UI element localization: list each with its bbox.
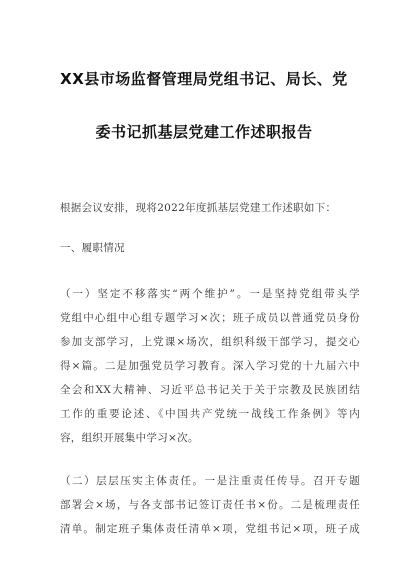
- paragraph-1-line: 工作的重要论述、《中国共产党统一战线工作条例》等内: [60, 408, 360, 420]
- paragraph-1-line: 得×篇。二是加强党员学习教育。深入学习党的十九届六中: [60, 360, 360, 372]
- paragraph-2-line: 部署会×场，与各支部书记签订责任书×份。二是梳理责任: [60, 499, 360, 511]
- intro-text: 根据会议安排，现将2022年度抓基层党建工作述职如下：: [60, 202, 337, 214]
- paragraph-2-line: 清单。制定班子集体责任清单×项，党组书记×项，班子成: [60, 523, 360, 535]
- document-title-line-1: XX县市场监督管理局党组书记、局长、党: [60, 70, 348, 88]
- paragraph-1-line: （一）坚定不移落实“两个维护”。一是坚持党组带头学: [60, 288, 360, 300]
- paragraph-1-line: 参加支部学习，上党课×场次，组织科级干部学习，提交心: [60, 336, 360, 348]
- paragraph-1-line: 全会和XX大精神、习近平总书记关于关于宗教及民族团结: [60, 384, 360, 396]
- paragraph-1-line: 容，组织开展集中学习×次。: [60, 432, 199, 444]
- paragraph-1-line: 党组中心组中心组专题学习×次；班子成员以普通党员身份: [60, 312, 360, 324]
- section-heading: 一、履职情况: [60, 242, 125, 254]
- document-title-line-2: 委书记抓基层党建工作述职报告: [95, 123, 313, 141]
- paragraph-2-line: （二）层层压实主体责任。一是注重责任传导。召开专题: [60, 475, 360, 487]
